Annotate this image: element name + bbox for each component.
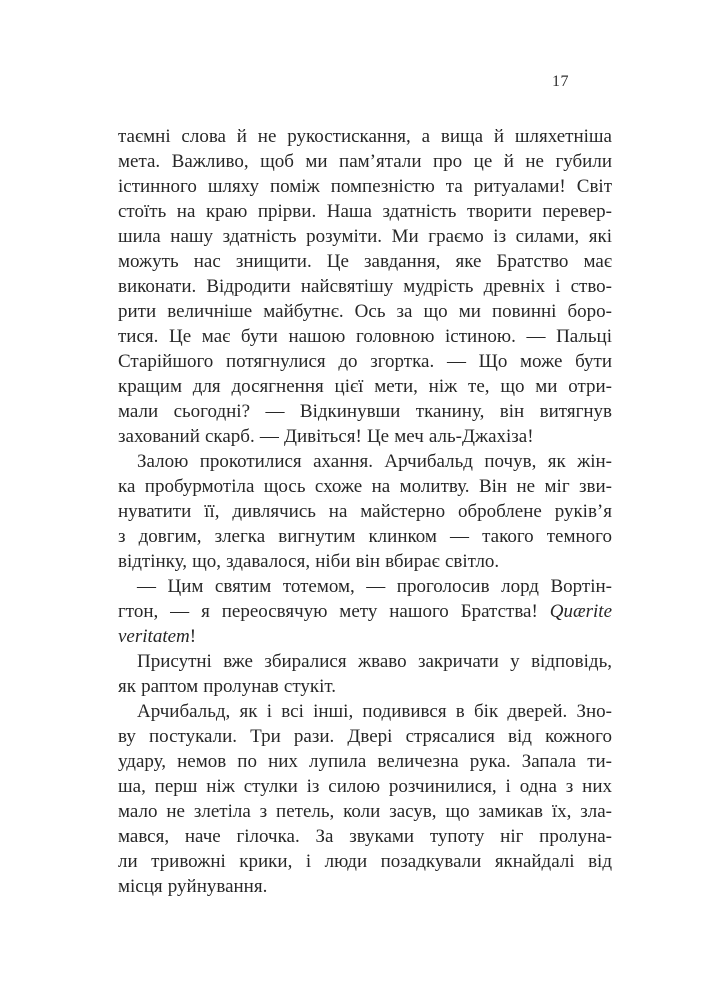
text-line [118,124,612,149]
text-block [118,124,612,899]
text-line [118,824,612,849]
text-line [118,549,612,574]
text-run: місця руйнування. [118,876,268,897]
text-line [118,799,612,824]
text-run: Старійшого потягнулися до згортка. — Що може бути [118,351,612,372]
text-line [118,149,612,174]
text-run: мета. Важливо, щоб ми пам’ятали про це й не губили [118,151,612,172]
text-run: гтон, — я переосвячую мету нашого Братства! [118,601,550,622]
text-line [118,424,612,449]
text-run: істинного шляху поміж помпезністю та ритуалами! Світ [118,176,612,197]
text-run-italic: veritatem [118,626,190,647]
text-run: тися. Це має бути нашою головною істиною. — Пальці [118,326,612,347]
text-run: ша, перш ніж стулки із силою розчинилися, і одна з них [118,776,612,797]
text-line [118,349,612,374]
text-run: шила нашу здатність розуміти. Ми граємо із силами, які [118,226,612,247]
text-line [118,399,612,424]
text-run: мався, наче гілочка. За звуками тупоту ніг пролуна- [118,826,612,847]
text-run: мали сьогодні? — Відкинувши тканину, він витягнув [118,401,612,422]
text-run: нуватити її, дивлячись на майстерно оброблене руків’я [118,501,612,522]
text-line [118,674,612,699]
text-run: ву постукали. Три рази. Двері стрясалися від кожного [118,726,612,747]
text-line [118,524,612,549]
text-line [118,324,612,349]
text-run: Залою прокотилися ахання. Арчибальд почув, як жін- [137,451,612,472]
text-line [118,449,612,474]
page-number: 17 [552,73,569,90]
text-run: ли тривожні крики, і люди позадкували якнайдалі від [118,851,612,872]
text-run: як раптом пролунав стукіт. [118,676,337,697]
text-run: Присутні вже збиралися жваво закричати у відповідь, [137,651,612,672]
text-line [118,774,612,799]
text-line [118,299,612,324]
text-line [118,474,612,499]
text-line [118,749,612,774]
text-run: — Цим святим тотемом, — проголосив лорд Вортін- [137,576,612,597]
text-line [118,499,612,524]
text-line [118,224,612,249]
text-line [118,174,612,199]
text-run-italic: Quærite [549,601,612,622]
text-run: відтінку, що, здавалося, ніби він вбирає світло. [118,551,500,572]
text-run: виконати. Відродити найсвятішу мудрість древніх і ство- [118,276,612,297]
text-line [118,624,612,649]
text-line [118,699,612,724]
text-run: можуть нас знищити. Це завдання, яке Братство має [118,251,612,272]
text-line [118,724,612,749]
text-line [118,274,612,299]
text-run: мало не злетіла з петель, коли засув, що замикав їх, зла- [118,801,612,822]
text-run: кращим для досягнення цієї мети, ніж те, що ми отри- [118,376,612,397]
text-run: рити величніше майбутнє. Ось за що ми повинні боро- [118,301,612,322]
text-line [118,374,612,399]
text-line [118,199,612,224]
text-run: стоїть на краю прірви. Наша здатність творити перевер- [118,201,612,222]
text-run: таємні слова й не рукостискання, а вища й шляхетніша [118,126,612,147]
text-run: Арчибальд, як і всі інші, подивився в бік дверей. Зно- [137,701,612,722]
text-run: ка пробурмотіла щось схоже на молитву. Він не міг зви- [118,476,612,497]
text-run: удару, немов по них лупила величезна рука. Запала ти- [118,751,612,772]
text-line [118,599,612,624]
text-run: з довгим, злегка вигнутим клинком — такого темного [118,526,612,547]
text-line [118,849,612,874]
text-line [118,574,612,599]
text-run: ! [189,626,197,647]
text-line [118,649,612,674]
text-line [118,249,612,274]
text-line [118,874,612,899]
text-run: захований скарб. — Дивіться! Це меч аль-Джахіза! [118,426,534,447]
